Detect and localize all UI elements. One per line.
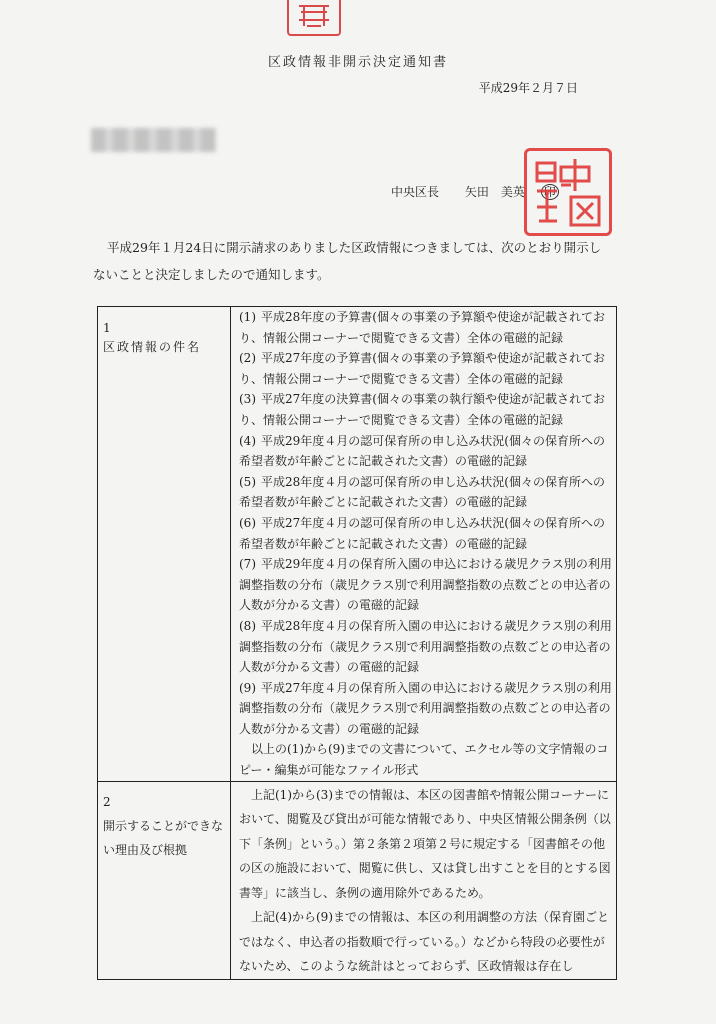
subject-item xyxy=(239,389,612,430)
reason-content-cell xyxy=(231,781,617,979)
subject-items-list xyxy=(239,307,612,739)
subject-item xyxy=(239,554,612,616)
subject-item-number: (4) xyxy=(239,433,256,448)
issuer-title: 中央区長 xyxy=(391,185,440,199)
reason-header-cell xyxy=(98,781,231,979)
subject-item-number: (6) xyxy=(239,515,256,530)
subject-item xyxy=(239,513,612,554)
row-number: 2 xyxy=(103,794,111,809)
intro-paragraph: 平成29年１月24日に開示請求のありました区政情報につきましては、次のとおり開示しないことと決定しましたので通知します。 xyxy=(93,240,602,282)
ward-seal-stamp xyxy=(524,148,612,236)
subject-item-text: 平成28年度４月の認可保育所の申し込み状況(個々の保育所への希望者数が年齢ごとに記載された文書）の電磁的記録 xyxy=(239,474,605,510)
table-row-reason xyxy=(98,781,617,979)
subject-header-cell xyxy=(98,307,231,782)
subject-item-number: (7) xyxy=(239,557,256,572)
subject-label: 区政情報の件名 xyxy=(103,340,202,354)
subject-item-text: 平成27年度４月の保育所入園の申込における歳児クラス別の利用調整指数の分布（歳児クラス別で利用調整指数の点数ごとの申込者の人数が分かる文書）の電磁的記録 xyxy=(239,680,612,736)
subject-item-text: 平成27年度の予算書(個々の事業の予算額や使途が記載されており、情報公開コーナーで閲覧できる文書）全体の電磁的記録 xyxy=(239,351,605,386)
document-title: 区政情報非開示決定通知書 xyxy=(267,55,448,70)
subject-item xyxy=(239,348,612,389)
subject-item-text: 平成28年度４月の保育所入園の申込における歳児クラス別の利用調整指数の分布（歳児クラス別で利用調整指数の点数ごとの申込者の人数が分かる文書）の電磁的記録 xyxy=(239,618,612,675)
redacted-recipient xyxy=(91,128,216,152)
document-date: 平成29年２月７日 xyxy=(478,81,578,95)
disclosure-table xyxy=(97,306,617,980)
subject-item xyxy=(239,472,612,513)
reason-paragraph-1: 上記(1)から(3)までの情報は、本区の図書館や情報公開コーナーにおいて、閲覧及び貸出が可能な情報であり、中央区情報公開条例（以下「条例」という。）第２条第２項第２号に規定する「図書館その他の区の施設において、閲覧に供し、又は貸し出すことを目的とする図書等」に該当し、条例の適用除外であるため。 xyxy=(239,787,611,900)
subject-item xyxy=(239,307,612,348)
subject-item-text: 平成29年度４月の認可保育所の申し込み状況(個々の保育所への希望者数が年齢ごとに記載された文書）の電磁的記録 xyxy=(239,433,605,469)
reason-label: 開示することができない理由及び根拠 xyxy=(103,818,224,857)
subject-item-text: 平成27年度の決算書(個々の事業の執行額や使途が記載されており、情報公開コーナーで閲覧できる文書）全体の電磁的記録 xyxy=(239,392,605,427)
subject-item-text: 平成27年度４月の認可保育所の申し込み状況(個々の保育所への希望者数が年齢ごとに記載された文書）の電磁的記録 xyxy=(239,515,605,551)
subject-item-text: 平成29年度４月の保育所入園の申込における歳児クラス別の利用調整指数の分布（歳児クラス別で利用調整指数の点数ごとの申込者の人数が分かる文書）の電磁的記録 xyxy=(239,557,612,613)
table-row-subject xyxy=(98,307,617,782)
subject-note: 以上の(1)から(9)までの文書について、エクセル等の文字情報のコピー・編集が可能なファイル形式 xyxy=(239,742,609,778)
reason-paragraph-2: 上記(4)から(9)までの情報は、本区の利用調整の方法（保育園ごとではなく、申込者の指数順で行っている。）などから特段の必要性がないため、このような統計はとっておらず、区政情報は存在し xyxy=(239,910,609,974)
subject-item-number: (1) xyxy=(239,310,256,324)
subject-item xyxy=(239,431,612,472)
subject-item xyxy=(239,678,612,740)
top-seal-stamp xyxy=(287,0,341,36)
subject-item-number: (8) xyxy=(239,618,256,633)
subject-content-cell xyxy=(231,307,617,782)
subject-item-text: 平成28年度の予算書(個々の事業の予算額や使途が記載されており、情報公開コーナーで閲覧できる文書）全体の電磁的記録 xyxy=(239,310,605,345)
subject-item xyxy=(239,616,612,678)
subject-item-number: (5) xyxy=(239,474,256,489)
seal-mark: 印 xyxy=(541,184,559,200)
subject-item-number: (9) xyxy=(239,680,256,695)
issuer-name: 矢田 美英 xyxy=(464,185,525,199)
row-number: 1 xyxy=(103,321,111,335)
subject-item-number: (3) xyxy=(239,392,256,407)
subject-item-number: (2) xyxy=(239,351,256,366)
